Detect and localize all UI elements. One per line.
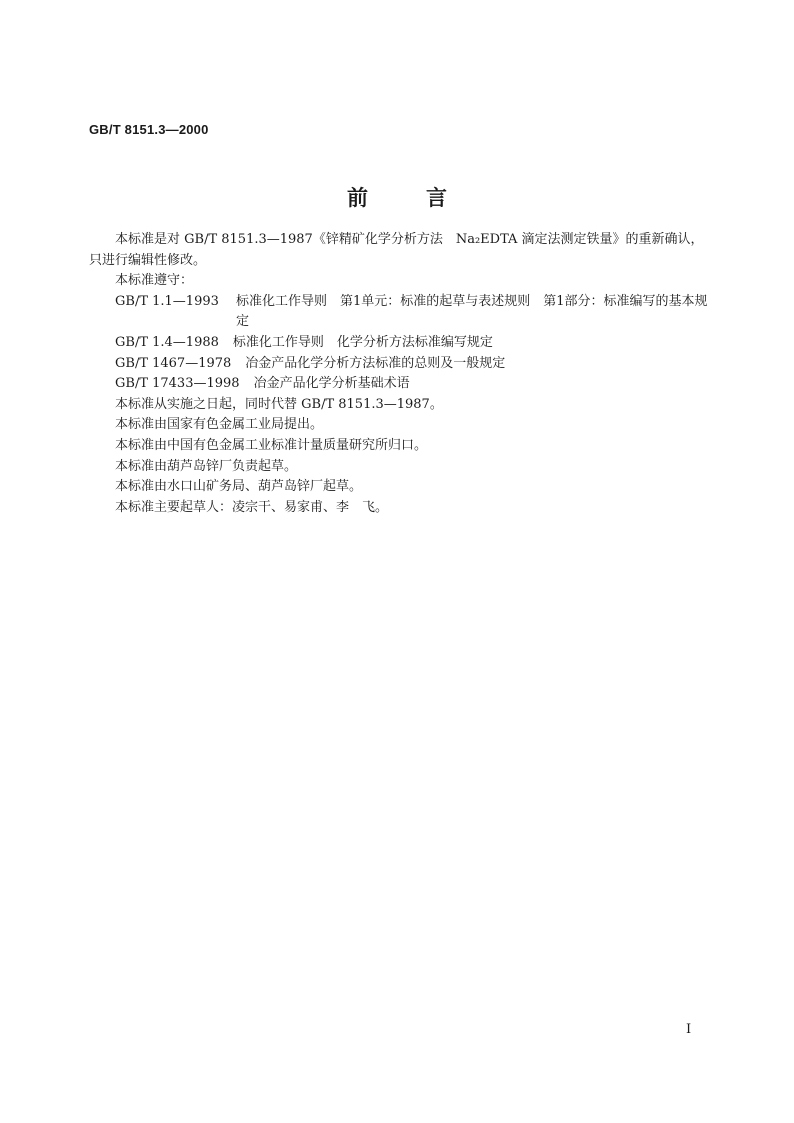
foreword-body — [89, 230, 709, 518]
statement-paragraph: 本标准由国家有色金属工业局提出。 — [115, 417, 324, 433]
comply-paragraph: 本标准遵守： — [115, 273, 194, 289]
reference-code: GB/T 17433—1998 — [115, 376, 240, 392]
intro-paragraph: 本标准是对 GB/T 8151.3—1987《锌精矿化学分析方法 Na₂EDTA 滴定法测定铁量》的重新确认，只进行编辑性修改。 — [89, 232, 704, 268]
reference-code: GB/T 1.4—1988 — [115, 334, 219, 350]
reference-item — [89, 374, 709, 395]
reference-name: 标准化工作导则 化学分析方法标准编写规定 — [232, 334, 493, 350]
reference-code: GB/T 1467—1978 — [115, 355, 232, 371]
reference-item — [89, 292, 709, 333]
statement-paragraph: 本标准由水口山矿务局、葫芦岛锌厂起草。 — [115, 479, 363, 495]
statement-paragraph: 本标准主要起草人：凌宗干、易家甫、李 飞。 — [115, 499, 389, 515]
reference-code: GB/T 1.1—1993 — [115, 293, 219, 309]
standard-code: GB/T 8151.3—2000 — [89, 122, 209, 137]
statement-paragraph: 本标准由葫芦岛锌厂负责起草。 — [115, 458, 298, 474]
statement-paragraph: 本标准从实施之日起，同时代替 GB/T 8151.3—1987。 — [115, 396, 443, 412]
page-title: 前言 — [347, 185, 505, 210]
reference-name: 标准化工作导则 第1单元：标准的起草与表述规则 第1部分：标准编写的基本规定 — [236, 293, 708, 330]
reference-name: 冶金产品化学分析基础术语 — [253, 376, 410, 392]
reference-item — [89, 354, 709, 375]
reference-name: 冶金产品化学分析方法标准的总则及一般规定 — [245, 355, 506, 371]
reference-item — [89, 333, 709, 354]
statement-paragraph: 本标准由中国有色金属工业标准计量质量研究所归口。 — [115, 437, 428, 453]
page-number: I — [686, 1022, 692, 1037]
